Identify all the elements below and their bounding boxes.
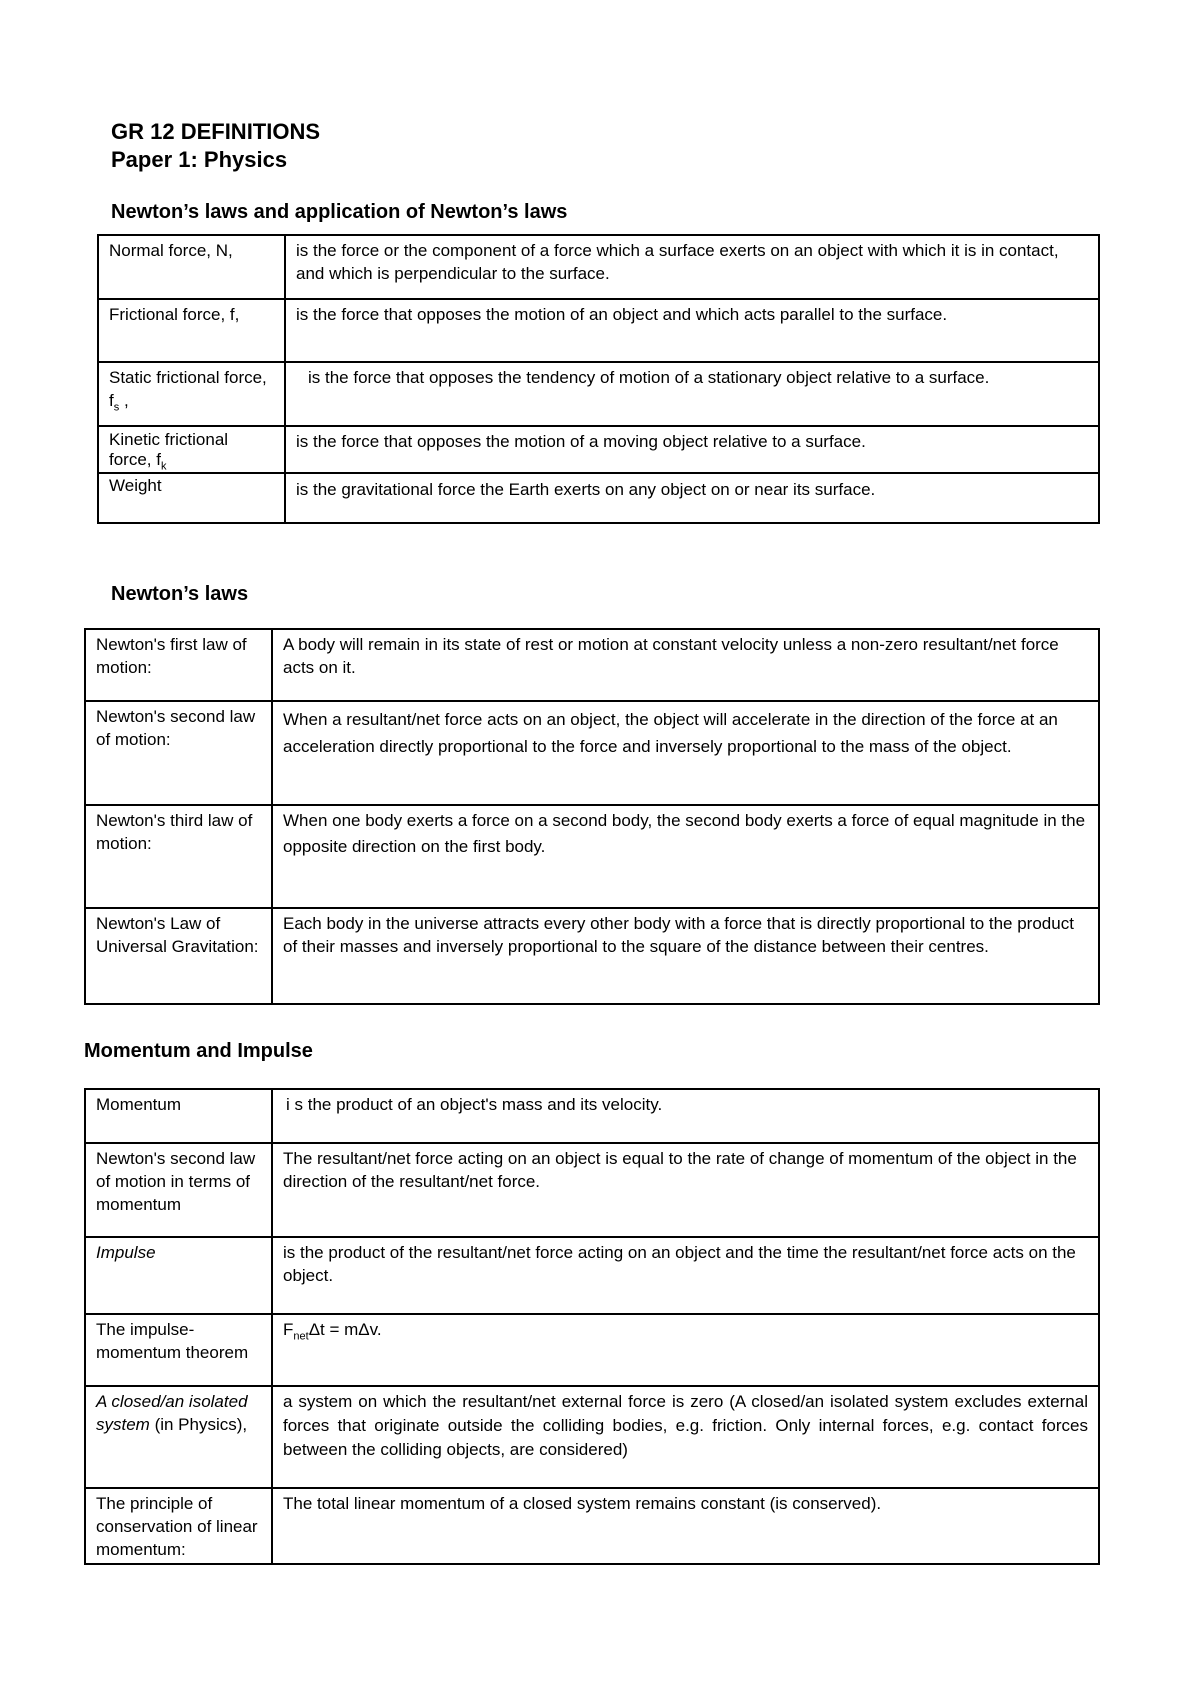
definition-cell: A body will remain in its state of rest or motion at constant velocity unless a non-zero resultant/net force acts on it. [272, 629, 1099, 701]
definition-cell: is the force that opposes the motion of a moving object relative to a surface. [285, 426, 1099, 473]
term-cell: Normal force, N, [98, 235, 285, 299]
section-heading-newtons-laws: Newton’s laws [111, 583, 249, 605]
term-cell: Momentum [85, 1089, 272, 1143]
term-cell [98, 426, 285, 473]
table-row [85, 1089, 1099, 1143]
definition-cell: The total linear momentum of a closed system remains constant (is conserved). [272, 1488, 1099, 1564]
term-cell: Newton's second law of motion in terms of momentum [85, 1143, 272, 1237]
term-cell: Frictional force, f, [98, 299, 285, 362]
table-row [98, 235, 1099, 299]
section-heading-newtons-laws-application: Newton’s laws and application of Newton’s laws [111, 201, 568, 223]
term-text: Kinetic frictional force, f [109, 430, 229, 469]
term-cell: Impulse [85, 1237, 272, 1314]
definition-cell: is the force that opposes the motion of an object and which acts parallel to the surface. [285, 299, 1099, 362]
definitions-table-newtons-laws [84, 628, 1100, 1005]
formula-f: F [283, 1320, 294, 1339]
definition-cell: When one body exerts a force on a second body, the second body exerts a force of equal magnitude in the opposite direction on the first body. [272, 805, 1099, 908]
term-cell: Newton's third law of motion: [85, 805, 272, 908]
term-italic: A closed/an isolated system [96, 1392, 248, 1434]
term-cell: Weight [98, 473, 285, 523]
document-title: GR 12 DEFINITIONS [111, 119, 321, 144]
term-cell [85, 1386, 272, 1488]
term-tail: (in Physics), [149, 1415, 248, 1434]
definition-cell: is the force or the component of a force which a surface exerts on an object with which it is in contact, and which is perpendicular to the surface. [285, 235, 1099, 299]
table-row [98, 426, 1099, 473]
table-row [98, 299, 1099, 362]
definition-cell: i s the product of an object's mass and its velocity. [272, 1089, 1099, 1143]
term-tail: , [119, 391, 129, 410]
definition-cell: The resultant/net force acting on an object is equal to the rate of change of momentum of the object in the direction of the resultant/net force. [272, 1143, 1099, 1237]
table-row [98, 362, 1099, 426]
definition-cell: is the product of the resultant/net force acting on an object and the time the resultant/net force acts on the object. [272, 1237, 1099, 1314]
definition-cell: Each body in the universe attracts every other body with a force that is directly proportional to the product of their masses and inversely proportional to the square of the distance between their centres. [272, 908, 1099, 1004]
definition-cell: When a resultant/net force acts on an object, the object will accelerate in the direction of the force at an acceleration directly proportional to the force and inversely proportional to the mass of the object. [272, 701, 1099, 805]
table-row [85, 1314, 1099, 1386]
table-row [85, 805, 1099, 908]
term-cell: Newton's second law of motion: [85, 701, 272, 805]
term-cell: Newton's first law of motion: [85, 629, 272, 701]
document-subtitle: Paper 1: Physics [111, 147, 288, 172]
definition-cell: a system on which the resultant/net external force is zero (A closed/an isolated system excludes external forces that originate outside the colliding bodies, e.g. friction. Only internal forces, e.g. contact forces between the colliding objects, are considered) [272, 1386, 1099, 1488]
definition-cell: is the force that opposes the tendency of motion of a stationary object relative to a surface. [285, 362, 1099, 426]
table-row [85, 1386, 1099, 1488]
table-row [98, 473, 1099, 523]
table-row [85, 908, 1099, 1004]
section-heading-momentum-impulse: Momentum and Impulse [84, 1040, 313, 1062]
formula-subscript: net [293, 1330, 309, 1343]
term-subscript: k [160, 460, 167, 473]
table-row [85, 1143, 1099, 1237]
table-row [85, 1488, 1099, 1564]
definitions-table-forces [97, 234, 1100, 524]
definitions-table-momentum [84, 1088, 1100, 1565]
table-row [85, 1237, 1099, 1314]
term-cell: The principle of conservation of linear momentum: [85, 1488, 272, 1564]
definition-cell: is the gravitational force the Earth exerts on any object on or near its surface. [285, 473, 1099, 523]
table-row [85, 629, 1099, 701]
term-cell: The impulse-momentum theorem [85, 1314, 272, 1386]
table-row [85, 701, 1099, 805]
term-cell [98, 362, 285, 426]
formula-rest: Δt = mΔv. [308, 1320, 382, 1339]
term-cell: Newton's Law of Universal Gravitation: [85, 908, 272, 1004]
formula-cell [272, 1314, 1099, 1386]
term-subscript: s [113, 401, 120, 414]
term-text: Static frictional force, f [109, 368, 267, 410]
